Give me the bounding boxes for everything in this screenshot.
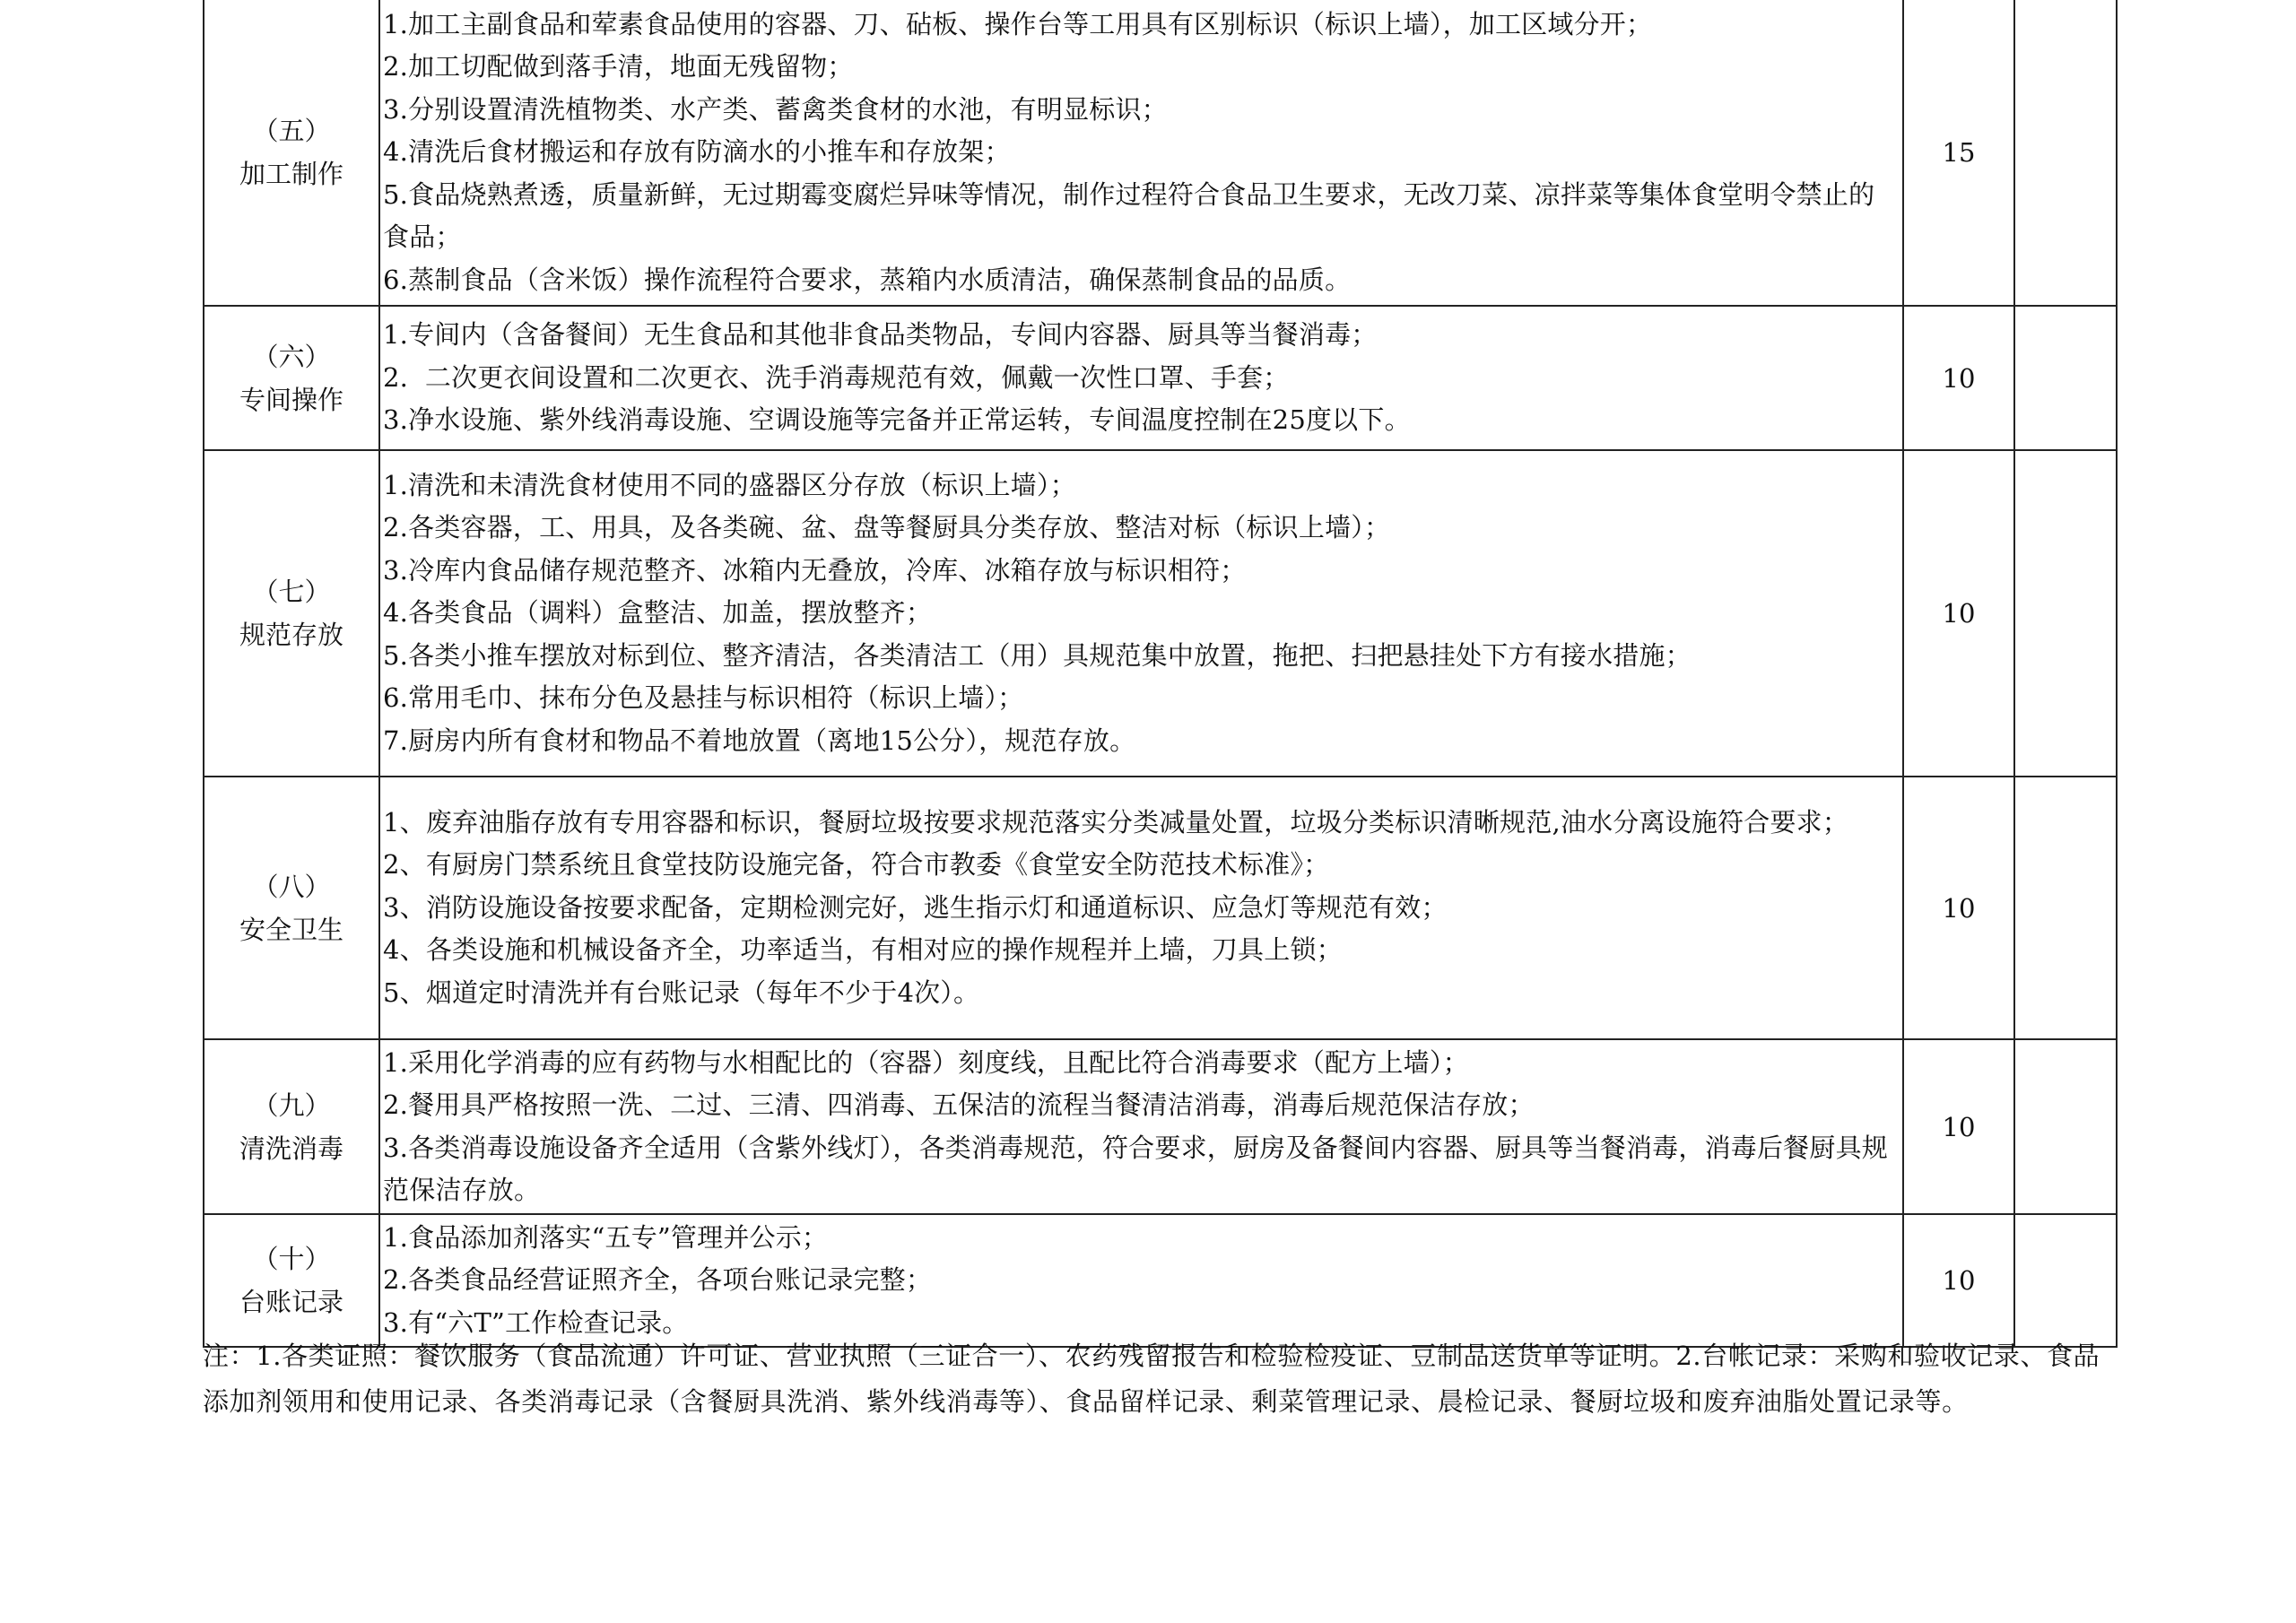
table-row (204, 450, 2117, 777)
category-cell (204, 306, 379, 450)
category-name: 规范存放 (239, 620, 344, 650)
category-cell (204, 1214, 379, 1347)
requirement-item: 7.厨房内所有食材和物品不着地放置（离地15公分），规范存放。 (383, 725, 1136, 756)
category-number: （九） (252, 1089, 331, 1121)
requirement-item: 2.加工切配做到落手清，地面无残留物； (383, 51, 854, 82)
requirement-item: 1.专间内（含备餐间）无生食品和其他非食品类物品，专间内容器、厨具等当餐消毒； (383, 319, 1378, 351)
category-name: 安全卫生 (239, 914, 344, 945)
remark-cell (2014, 0, 2117, 306)
requirements-cell (379, 1039, 1903, 1214)
requirement-item: 4、各类设施和机械设备齐全，功率适当，有相对应的操作规程并上墙，刀具上锁； (383, 934, 1343, 966)
requirements-cell (379, 1214, 1903, 1347)
remark-cell (2014, 450, 2117, 777)
requirement-item: 2. 二次更衣间设置和二次更衣、洗手消毒规范有效，佩戴一次性口罩、手套； (383, 361, 1290, 393)
requirement-item: 2.各类食品经营证照齐全，各项台账记录完整； (383, 1264, 933, 1296)
score-cell: 10 (1903, 450, 2014, 777)
requirement-item: 4.各类食品（调料）盒整洁、加盖，摆放整齐； (383, 597, 933, 629)
table-row (204, 1039, 2117, 1214)
remark-cell (2014, 1214, 2117, 1347)
remark-cell (2014, 777, 2117, 1039)
requirement-item: 1.食品添加剂落实“五专”管理并公示； (383, 1221, 829, 1253)
requirement-item: 2.餐用具严格按照一洗、二过、三清、四消毒、五保洁的流程当餐清洁消毒，消毒后规范保洁存放； (383, 1089, 1535, 1120)
category-name: 清洗消毒 (239, 1133, 344, 1164)
remark-cell (2014, 1039, 2117, 1214)
requirement-item: 1、废弃油脂存放有专用容器和标识，餐厨垃圾按要求规范落实分类减量处置，垃圾分类标识清晰规范,油水分离设施符合要求； (383, 806, 1849, 838)
score-cell: 10 (1903, 306, 2014, 450)
requirement-item: 5.各类小推车摆放对标到位、整齐清洁，各类清洁工（用）具规范集中放置，拖把、扫把悬挂处下方有接水措施； (383, 639, 1692, 671)
requirement-item: 3、消防设施设备按要求配备，定期检测完好，逃生指示灯和通道标识、应急灯等规范有效； (383, 891, 1448, 923)
requirement-item: 3.有“六T”工作检查记录。 (383, 1306, 689, 1338)
requirement-item: 3.分别设置清洗植物类、水产类、蓄禽类食材的水池，有明显标识； (383, 93, 1168, 125)
table-row (204, 306, 2117, 450)
table-row (204, 777, 2117, 1039)
requirement-item: 2.各类容器，工、用具，及各类碗、盆、盘等餐厨具分类存放、整洁对标（标识上墙）； (383, 512, 1391, 543)
category-number: （六） (252, 341, 331, 372)
requirement-item: 3.冷库内食品储存规范整齐、冰箱内无叠放，冷库、冰箱存放与标识相符； (383, 554, 1247, 586)
requirement-item: 1.采用化学消毒的应有药物与水相配比的（容器）刻度线，且配比符合消毒要求（配方上墙）； (383, 1046, 1469, 1078)
category-cell (204, 1039, 379, 1214)
table-row (204, 0, 2117, 306)
category-cell (204, 0, 379, 306)
footnote: 注：1.各类证照：餐饮服务（食品流通）许可证、营业执照（三证合一）、农药残留报告和检验检疫证、豆制品送货单等证明。2.台帐记录：采购和验收记录、食品添加剂领用和使用记录、各类消毒记录（含餐厨具洗消、紫外线消毒等）、食品留样记录、剩菜管理记录、晨检记录、餐厨垃圾和废弃油脂处置记录等。 (203, 1341, 2100, 1417)
requirement-item: 3.各类消毒设施设备齐全适用（含紫外线灯），各类消毒规范，符合要求，厨房及备餐间内容器、厨具等当餐消毒，消毒后餐厨具规范保洁存放。 (383, 1132, 1888, 1205)
requirement-item: 1.清洗和未清洗食材使用不同的盛器区分存放（标识上墙）； (383, 469, 1076, 500)
requirement-item: 5、烟道定时清洗并有台账记录（每年不少于4次）。 (383, 976, 980, 1008)
requirements-cell (379, 777, 1903, 1039)
category-name: 专间操作 (239, 384, 344, 415)
requirement-item: 3.净水设施、紫外线消毒设施、空调设施等完备并正常运转，专间温度控制在25度以下。 (383, 404, 1411, 436)
inspection-table (203, 0, 2118, 1348)
remark-cell (2014, 306, 2117, 450)
requirements-cell (379, 306, 1903, 450)
category-name: 加工制作 (239, 159, 344, 189)
requirements-cell (379, 450, 1903, 777)
requirement-item: 5.食品烧熟煮透，质量新鲜，无过期霉变腐烂异味等情况，制作过程符合食品卫生要求，无改刀菜、凉拌菜等集体食堂明令禁止的食品； (383, 178, 1875, 253)
score-cell: 10 (1903, 1039, 2014, 1214)
score-cell: 10 (1903, 1214, 2014, 1347)
category-number: （八） (252, 871, 331, 902)
category-cell (204, 777, 379, 1039)
category-number: （七） (252, 577, 331, 607)
category-cell (204, 450, 379, 777)
category-number: （十） (252, 1244, 331, 1274)
score-cell: 10 (1903, 777, 2014, 1039)
requirements-cell (379, 0, 1903, 306)
requirement-item: 6.常用毛巾、抹布分色及悬挂与标识相符（标识上墙）； (383, 682, 1024, 714)
inspection-table-body (204, 0, 2117, 1347)
category-number: （五） (252, 116, 331, 146)
requirement-item: 2、有厨房门禁系统且食堂技防设施完备，符合市教委《食堂安全防范技术标准》； (383, 849, 1330, 881)
requirement-item: 4.清洗后食材搬运和存放有防滴水的小推车和存放架； (383, 136, 1011, 168)
requirement-item: 6.蒸制食品（含米饭）操作流程符合要求，蒸箱内水质清洁，确保蒸制食品的品质。 (383, 264, 1352, 295)
requirement-item: 1.加工主副食品和荤素食品使用的容器、刀、砧板、操作台等工用具有区别标识（标识上墙），加工区域分开； (383, 8, 1653, 39)
category-name: 台账记录 (239, 1287, 344, 1317)
table-row (204, 1214, 2117, 1347)
score-cell: 15 (1903, 0, 2014, 306)
